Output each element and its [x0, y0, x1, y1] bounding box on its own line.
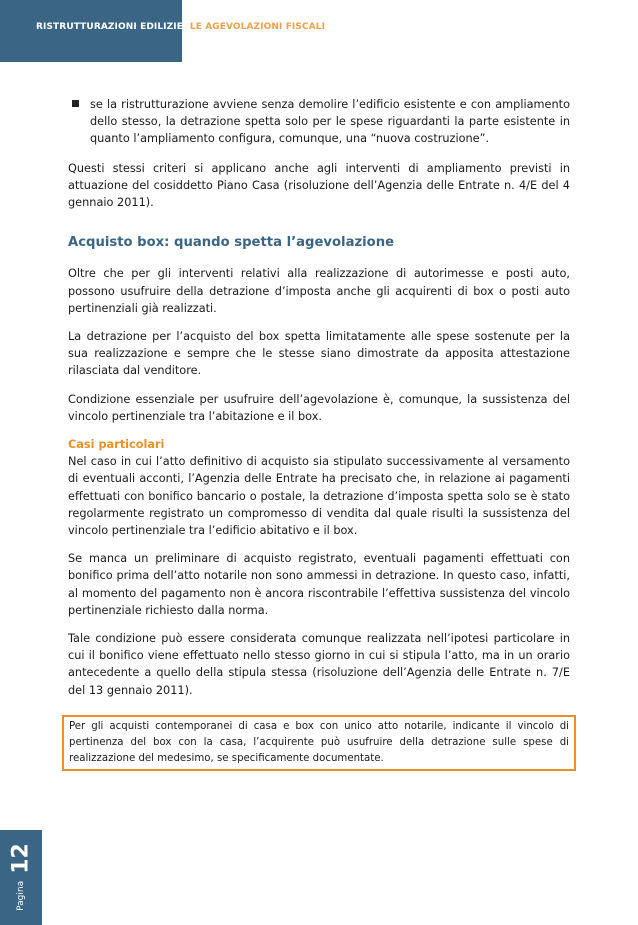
page-number: 12 [8, 843, 34, 874]
running-header [36, 22, 325, 32]
bullet-item [68, 96, 570, 148]
paragraph-box-detraction: La detrazione per l’acquisto del box spetta limitatamente alle spese sostenute per la sua realizzazione e sempre che le stesse siano dimostrate da apposita attestazione rilasciata dal venditore. [68, 330, 570, 378]
paragraph-same-day: Tale condizione può essere considerata comunque realizzata nell’ipotesi particolare in cui il bonifico viene effettuato nello stesso giorno in cui si stipula l’atto, ma in un orario antecedente a quello della stipula stessa (risoluzione dell’Agenzia delle Entrate n. 7/E del 13 gennaio 2011). [68, 632, 570, 697]
section-title: Acquisto box: quando spetta l’agevolazione [68, 235, 395, 251]
note-box: Per gli acquisti contemporanei di casa e box con unico atto notarile, indicante il vincolo di pertinenza del box con la casa, l’acquirente può usufruire della detrazione sulle spese di realizzazione del medesimo, se specificamente documentate. [62, 715, 576, 771]
page-content [68, 96, 570, 771]
page-number-tab [0, 830, 42, 925]
paragraph-piano-casa: Questi stessi criteri si applicano anche agli interventi di ampliamento previsti in attuazione del cosiddetto Piano Casa (risoluzione dell’Agenzia delle Entrate n. 4/E del 4 gennaio 2011). [68, 161, 570, 210]
page-label: Pagina [16, 880, 26, 911]
paragraph-essential-condition: Condizione essenziale per usufruire dell’agevolazione è, comunque, la sussistenza del vincolo pertinenziale tra l’abitazione e il box. [68, 392, 570, 423]
paragraph-no-preliminary: Se manca un preliminare di acquisto registrato, eventuali pagamenti effettuati con bonifico prima dell’atto notarile non sono ammessi in detrazione. In questo caso, infatti, al momento del pagamento non è ancora riscontrabile l’effettiva sussistenza del vincolo pertinenziale richiesto dalla norma. [68, 552, 570, 617]
paragraph-special-cases: Nel caso in cui l’atto definitivo di acquisto sia stipulato successivamente al versamento di eventuali acconti, l’Agenzia delle Entrate ha precisato che, in relazione ai pagamenti effettuati con bonifico bancario o postale, la detrazione d’imposta spetta solo se è stato regolarmente registrato un compromesso di vendita dal quale risulti la sussistenza del vincolo pertinenziale tra l’edificio abitativo e il box. [68, 455, 570, 538]
bullet-text: se la ristrutturazione avviene senza demolire l’edificio esistente e con ampliamento dello stesso, la detrazione spetta solo per le spese riguardanti la parte esistente in quanto l’ampliamento configura, comunque, una “nuova costruzione”. [90, 98, 570, 146]
subsection-title: Casi particolari [68, 438, 165, 452]
header-title-part2: LE AGEVOLAZIONI FISCALI [189, 22, 326, 32]
square-bullet-icon [72, 100, 79, 107]
paragraph-box-acquirers: Oltre che per gli interventi relativi alla realizzazione di autorimesse e posti auto, possono usufruire della detrazione d’imposta anche gli acquirenti di box o posti auto pertinenziali già realizzati. [68, 267, 570, 315]
header-title-part1: RISTRUTTURAZIONI EDILIZIE: [36, 22, 187, 32]
